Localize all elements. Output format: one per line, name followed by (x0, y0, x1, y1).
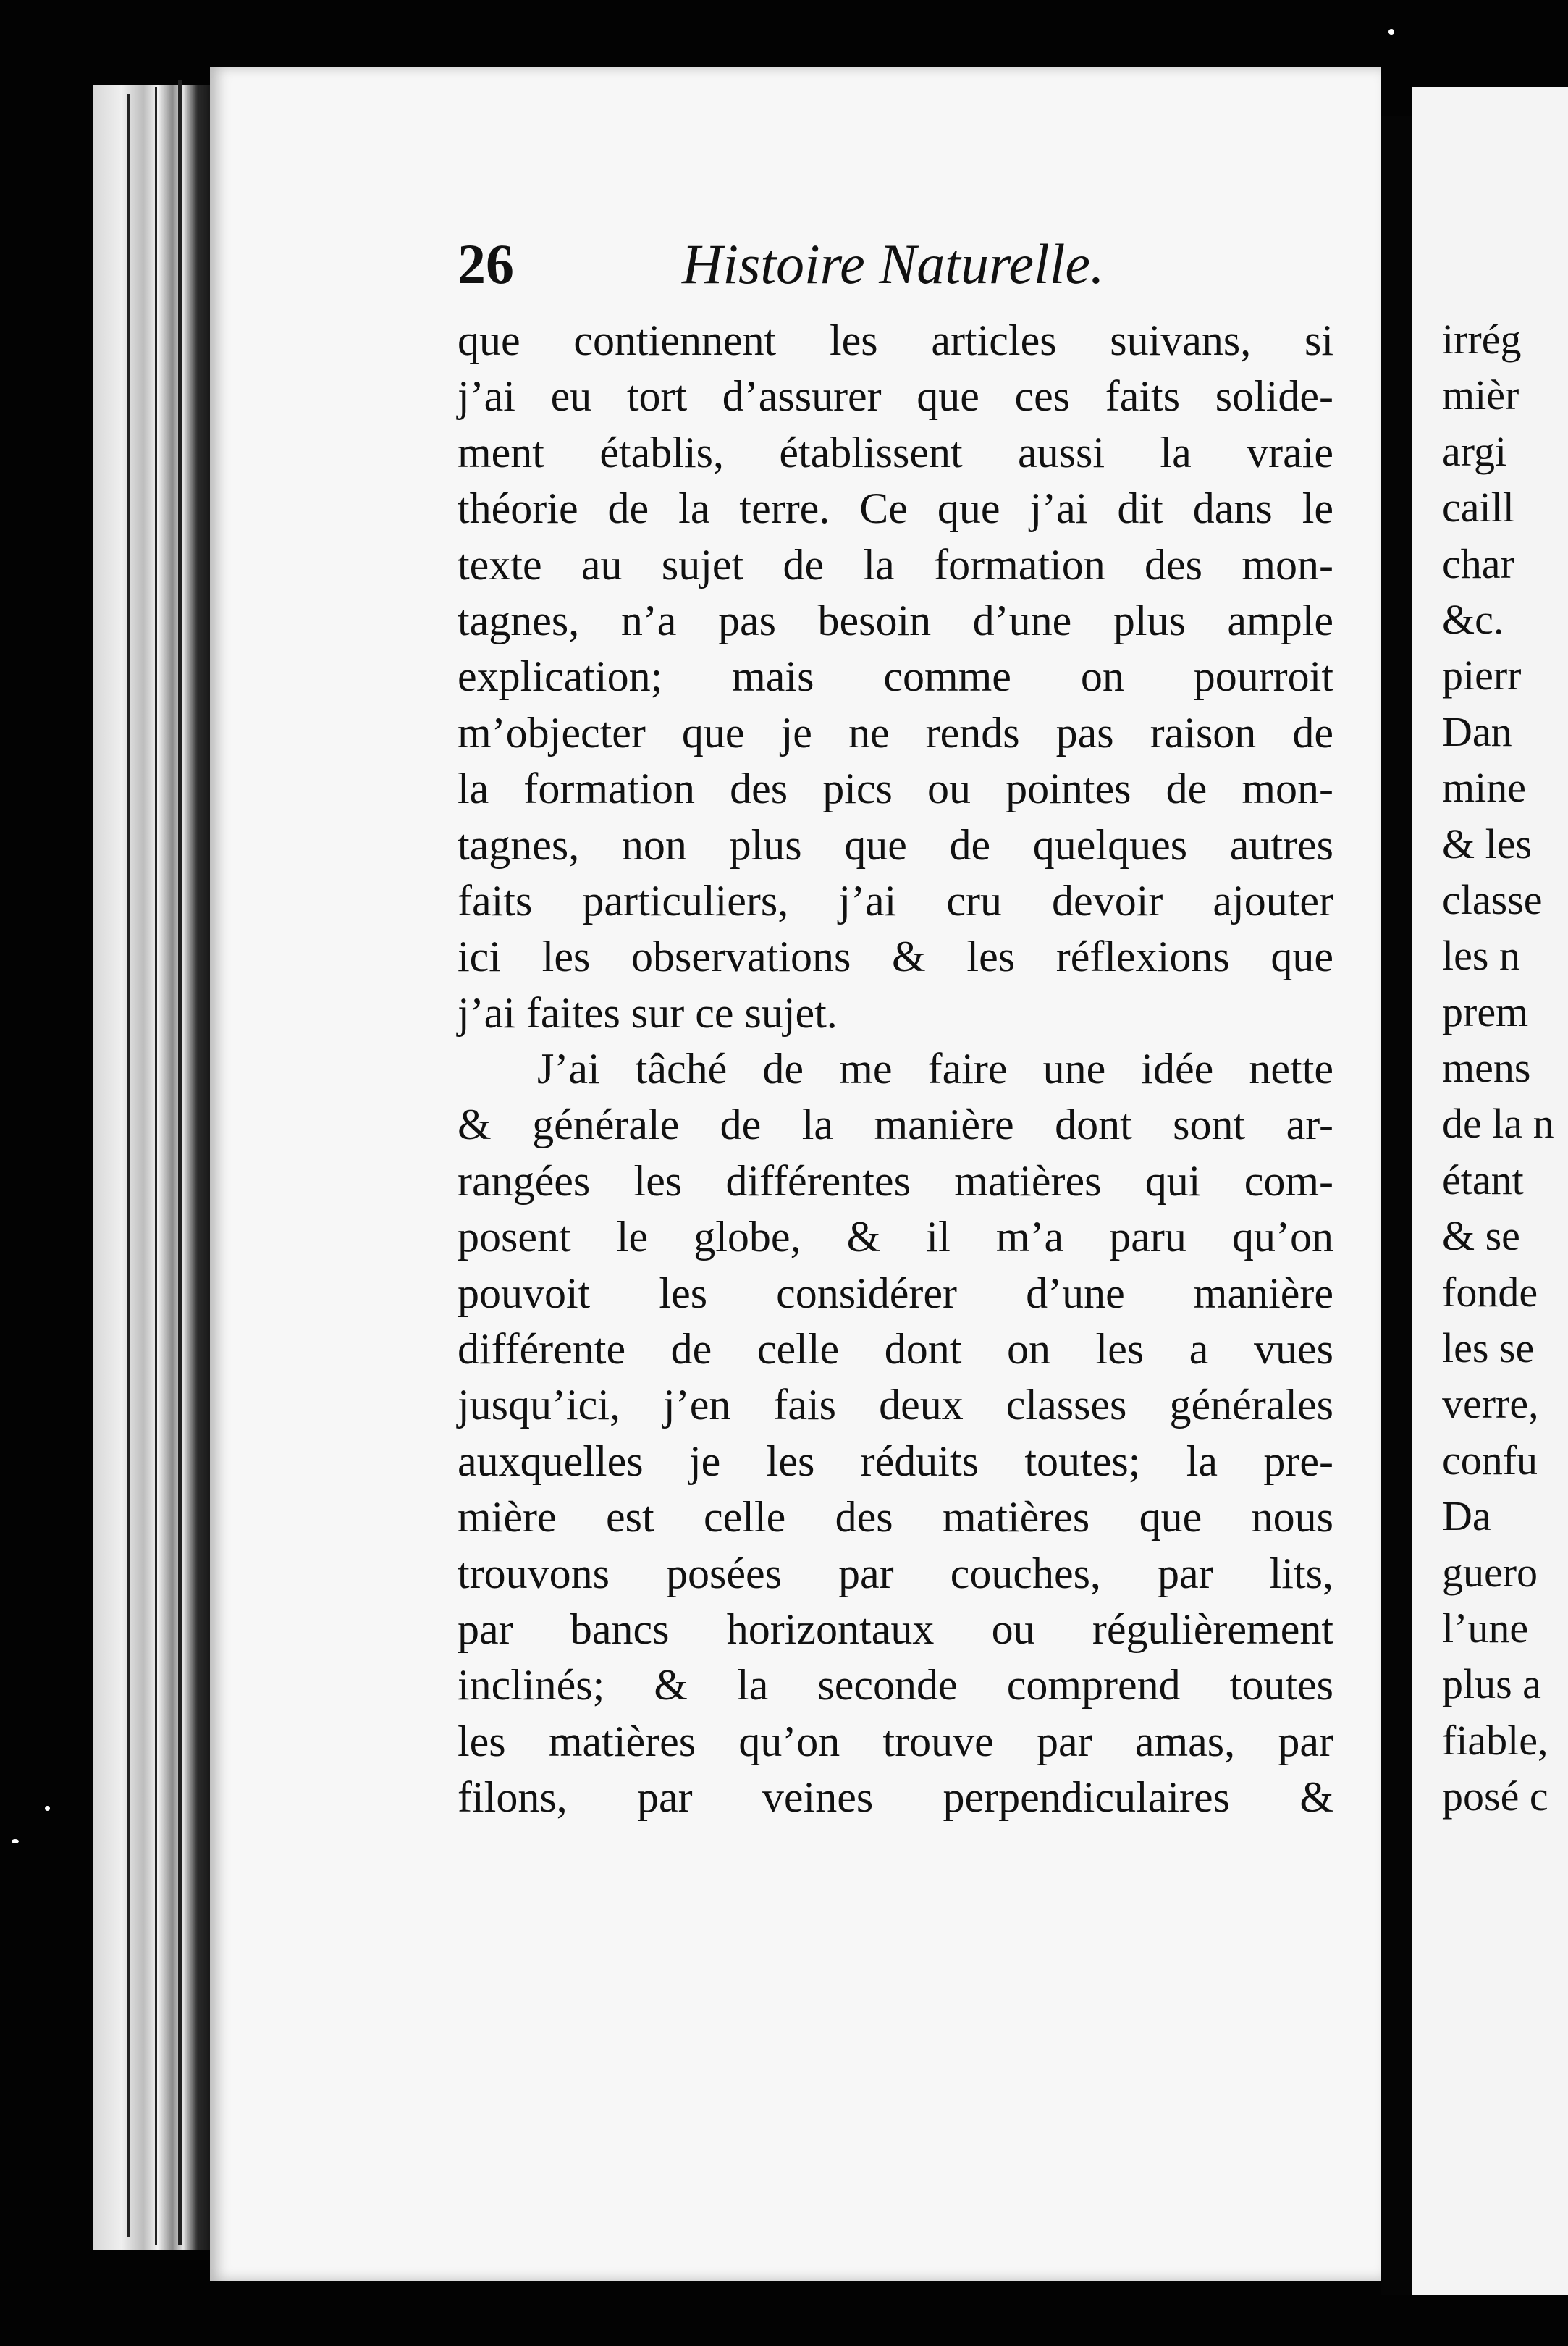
text-line: faits particuliers, j’ai cru devoir ajouter (458, 876, 1333, 925)
facing-text-line: l’une (1442, 1604, 1529, 1652)
facing-text-line: mine (1442, 764, 1526, 812)
facing-text-line: Dan (1442, 707, 1512, 755)
text-line: auxquelles je les réduits toutes; la pre- (458, 1437, 1333, 1485)
facing-text-line: étant (1442, 1156, 1524, 1203)
dust-speck (45, 1806, 50, 1811)
facing-text-line: prem (1442, 988, 1529, 1035)
text-line: J’ai tâché de me faire une idée nette (537, 1045, 1333, 1093)
text-line: j’ai faites sur ce sujet. (458, 988, 838, 1037)
body-text (458, 313, 1333, 1826)
facing-text-line: les n (1442, 932, 1520, 980)
facing-text-line: argi (1442, 427, 1507, 475)
text-line: pouvoit les considérer d’une manière (458, 1269, 1333, 1317)
text-line: la formation des pics ou pointes de mon- (458, 765, 1333, 813)
facing-text-line: char (1442, 539, 1514, 587)
running-title: Histoire Naturelle. (682, 232, 1105, 295)
text-line: texte au sujet de la formation des mon- (458, 540, 1333, 589)
text-line: jusqu’ici, j’en fais deux classes générales (458, 1381, 1333, 1429)
facing-page-text (1442, 311, 1554, 1825)
facing-text-line: caill (1442, 484, 1514, 531)
page-edge-line (178, 80, 182, 2245)
text-line: & générale de la manière dont sont ar- (458, 1101, 1333, 1149)
facing-text-line: &c. (1442, 595, 1504, 643)
facing-text-line: fonde (1442, 1268, 1538, 1316)
text-line: mière est celle des matières que nous (458, 1493, 1333, 1542)
text-line: rangées les différentes matières qui com- (458, 1156, 1333, 1205)
facing-text-line: plus a (1442, 1660, 1541, 1708)
facing-text-line: de la n (1442, 1100, 1554, 1148)
gutter-shadow (1381, 116, 1413, 2295)
text-line: tagnes, non plus que de quelques autres (458, 820, 1333, 869)
dust-speck (1388, 29, 1394, 35)
text-line: explication; mais comme on pourroit (458, 652, 1333, 701)
text-line: posent le globe, & il m’a paru qu’on (458, 1213, 1333, 1261)
facing-text-line: fiable, (1442, 1716, 1548, 1764)
text-line: inclinés; & la seconde comprend toutes (458, 1661, 1333, 1710)
book-page-edges (93, 85, 216, 2250)
text-line: différente de celle dont on les a vues (458, 1325, 1333, 1374)
facing-text-line: les se (1442, 1324, 1535, 1372)
page-edge-line (155, 87, 157, 2245)
facing-text-line: posé c (1442, 1773, 1548, 1820)
text-line: théorie de la terre. Ce que j’ai dit dans le (458, 484, 1333, 533)
facing-text-line: classe (1442, 875, 1543, 923)
text-line: ici les observations & les réflexions que (458, 933, 1333, 981)
facing-text-line: Da (1442, 1492, 1491, 1540)
text-line: j’ai eu tort d’assurer que ces faits solide- (458, 372, 1333, 421)
facing-text-line: guero (1442, 1548, 1538, 1596)
facing-text-line: mièr (1442, 371, 1519, 419)
dust-speck (12, 1839, 19, 1843)
facing-text-line: verre, (1442, 1380, 1539, 1428)
text-line: les matières qu’on trouve par amas, par (458, 1717, 1333, 1765)
facing-text-line: & les (1442, 820, 1533, 867)
text-line: trouvons posées par couches, par lits, (458, 1549, 1333, 1597)
facing-page (1412, 87, 1568, 2295)
text-line: ment établis, établissent aussi la vraie (458, 428, 1333, 476)
facing-text-line: confu (1442, 1436, 1538, 1484)
text-line: filons, par veines perpendiculaires & (458, 1773, 1333, 1822)
text-line: tagnes, n’a pas besoin d’une plus ample (458, 596, 1333, 644)
facing-text-line: irrég (1442, 316, 1522, 363)
facing-text-line: pierr (1442, 652, 1522, 699)
page-number: 26 (458, 232, 514, 295)
text-line: m’objecter que je ne rends pas raison de (458, 708, 1333, 757)
text-line: que contiennent les articles suivans, si (458, 316, 1333, 364)
facing-text-line: & se (1442, 1212, 1520, 1260)
text-line: par bancs horizontaux ou régulièrement (458, 1605, 1333, 1653)
facing-text-line: mens (1442, 1044, 1531, 1092)
page-edge-line (127, 94, 130, 2237)
